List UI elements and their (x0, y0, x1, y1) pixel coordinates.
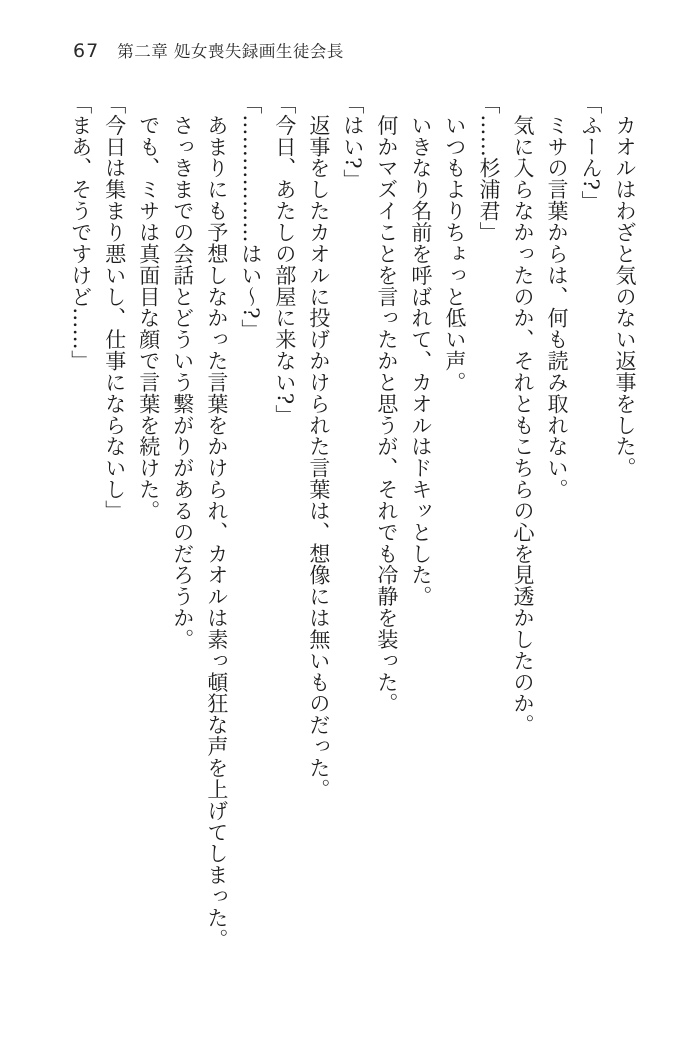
chapter-title: 第二章 処女喪失録画生徒会長 (117, 42, 344, 61)
text-line: 「はい?」 (340, 93, 365, 191)
text-line: でも、ミサは真面目な顔で言葉を続けた。 (136, 93, 161, 522)
text-line: さっきまでの会話とどういう繋がりがあるのだろうか。 (170, 93, 195, 650)
text-line: 「まあ、そうですけど……」 (68, 93, 93, 372)
text-line: いきなり名前を呼ばれて、カオルはドキッとした。 (408, 93, 433, 608)
text-line: ミサの言葉からは、何も読み取れない。 (544, 93, 569, 500)
text-line: 「……杉浦君」 (476, 93, 501, 243)
text-line: 気に入らなかったのか、それともこちらの心を見透かしたのか。 (510, 93, 535, 736)
text-line: 「ふーん?」 (578, 93, 603, 212)
text-line: 何かマズイことを言ったかと思うが、それでも冷静を装った。 (374, 93, 399, 715)
running-head (73, 38, 344, 62)
text-line: 返事をしたカオルに投げかけられた言葉は、想像には無いものだった。 (306, 93, 331, 800)
text-line: カオルはわざと気のない返事をした。 (613, 93, 637, 479)
text-line: いつもよりちょっと低い声。 (442, 93, 467, 393)
text-line: 「今日、あたしの部屋に来ない?」 (272, 93, 297, 426)
page-number: 67 (73, 40, 100, 62)
vertical-text-block (64, 93, 642, 1005)
text-line: 「今日は集まり悪いし、仕事にならないし」 (102, 93, 127, 522)
text-line: あまりにも予想しなかった言葉をかけられ、カオルは素っ頓狂な声を上げてしまった。 (204, 93, 229, 950)
text-line: 「………………はい〜?」 (238, 93, 263, 341)
